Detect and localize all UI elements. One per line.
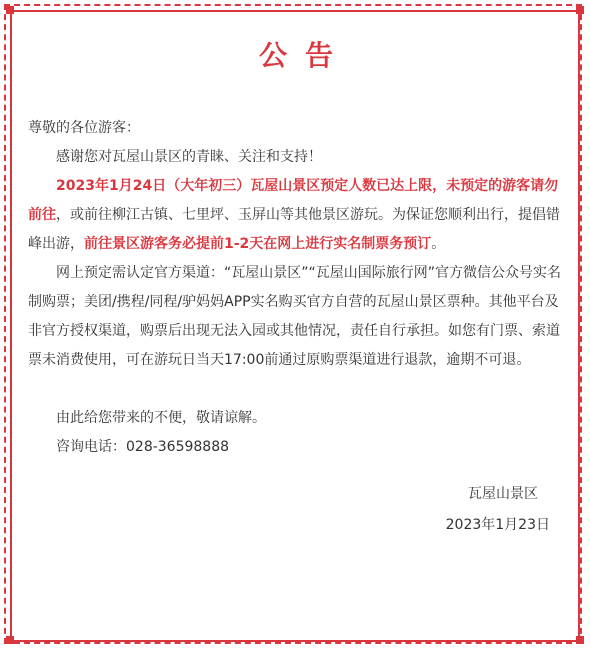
thanks-paragraph: 感谢您对瓦屋山景区的青睐、关注和支持！ (56, 149, 322, 165)
corner-ornament-bottom-left (6, 636, 14, 644)
corner-ornament-top-left (6, 6, 14, 14)
notice-title: 公告 (258, 39, 351, 72)
greeting: 尊敬的各位游客： (28, 120, 140, 136)
apology-line: 由此给您带来的不便，敬请谅解。 (56, 410, 266, 426)
alternative-attractions: ，或前往柳江古镇、七里坪、玉屏山等其他景区游玩。为保证您顺利出行，提倡错峰出游， (28, 207, 560, 252)
spacer (28, 375, 564, 404)
capacity-warning: 2023年1月24日（大年初三）瓦屋山景区预定人数已达上限，未预定的游客请勿前往 (28, 178, 559, 223)
corner-ornament-top-right (576, 6, 584, 14)
signature: 瓦屋山景区 (468, 486, 538, 502)
corner-ornament-bottom-right (576, 636, 584, 644)
notice-date: 2023年1月23日 (445, 517, 550, 533)
official-channels-paragraph: 网上预定需认定官方渠道：“瓦屋山景区”“瓦屋山国际旅行网”官方微信公众号实名制购票；美团/携程/同程/驴妈妈APP实名购买官方自营的瓦屋山景区票种。其他平台及非官方授权渠道，购票后出现无法入园或其他情况，责任自行承担。如您有门票、索道票未消费使用，可在游玩日当天17:00前通过原购票渠道进行退款，逾期不可退。 (28, 265, 562, 368)
booking-requirement: 前往景区游客务必提前1-2天在网上进行实名制票务预订 (84, 236, 432, 252)
closure-paragraph (28, 172, 564, 259)
paragraph-end: 。 (431, 236, 446, 252)
spacer (28, 462, 564, 480)
notice-document (28, 28, 564, 540)
hotline-line: 咨询电话：028-36598888 (56, 439, 230, 455)
